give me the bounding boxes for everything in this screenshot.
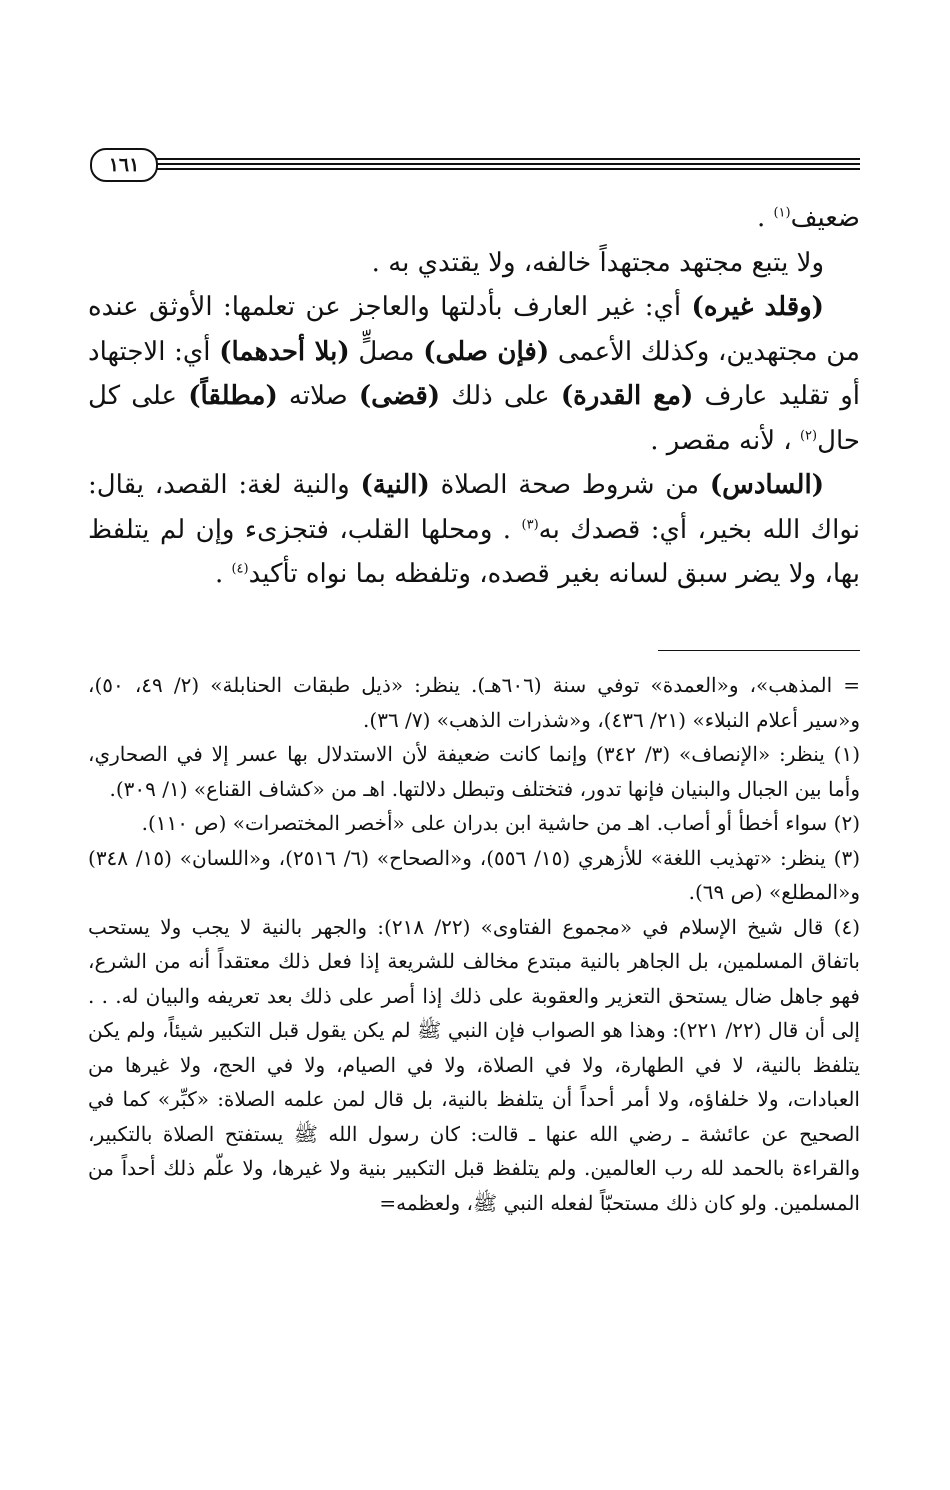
matn-term: (وقلد غيره) <box>691 292 824 322</box>
header-rule <box>142 158 860 160</box>
footnotes <box>88 668 860 1220</box>
footnote-ref[interactable]: (٣) <box>521 516 539 532</box>
footnote: (٣) ينظر: «تهذيب اللغة» للأزهري (١٥/ ٥٥٦)، و«الصحاح» (٦/ ٢٥١٦)، و«اللسان» (١٥/ ٣٤٨) و«المطلع» (ص ٦٩). <box>88 845 860 904</box>
paragraph: ضعيف$^{(١)}$ . <box>756 203 860 233</box>
main-text <box>88 196 860 597</box>
paragraph: ولا يتبع مجتهد مجتهداً خالفه، ولا يقتدي به . <box>371 247 824 278</box>
footnote: (٤) قال شيخ الإسلام في «مجموع الفتاوى» (٢٢/ ٢١٨): والجهر بالنية لا يجب ولا يستحب باتفاق المسلمين، بل الجاهر بالنية مبتدع مخالف للشريعة إذا فعل ذلك معتقداً أنه من الشرع، فهو جاهل ضال يستحق التعزير والعقوبة على ذلك إذا أصر على ذلك بعد تعريفه والبيان له. . . إلى أن قال (٢٢/ ٢٢١): وهذا هو الصواب فإن النبي ﷺ لم يكن يقول قبل التكبير شيئاً، ولم يكن يتلفظ بالنية، لا في الطهارة، ولا في الصلاة، ولا في الصيام، ولا في الحج، ولا غيرها من العبادات، ولا خلفاؤه، ولا أمر أحداً أن يتلفظ بالنية، بل قال لمن علمه الصلاة: «كبِّر» كما في الصحيح عن عائشة ـ رضي الله عنها ـ قالت: كان رسول الله ﷺ يستفتح الصلاة بالتكبير، والقراءة بالحمد لله رب العالمين. ولم يتلفظ قبل التكبير بنية ولا غيرها، ولا علّم ذلك أحداً من المسلمين. ولو كان ذلك مستحبّاً لفعله النبي ﷺ، ولعظمه= <box>88 914 860 1215</box>
footnote-ref[interactable]: (٢) <box>799 427 818 443</box>
matn-term: (النية) <box>360 470 430 500</box>
paragraph: (وقلد غيره) أي: غير العارف بأدلتها والعاجز عن تعلمها: الأوثق عنده من مجتهدين، وكذلك الأعمى (فإن صلى) مصلٍّ (بلا أحدهما) أي: الاجتهاد أو تقليد عارف (مع القدرة) على ذلك (قضى) صلاته (مطلقاً) على كل حال$^{(٢)}$ ، لأنه مقصر . <box>88 292 861 456</box>
matn-term: (بلا أحدهما) <box>219 336 350 367</box>
footnote-ref[interactable]: (٤) <box>231 561 249 577</box>
footnote: (١) ينظر: «الإنصاف» (٣/ ٣٤٢) وإنما كانت ضعيفة لأن الاستدلال بها عسر إلا في الصحاري، وأما بين الجبال والبنيان فإنها تدور، فتختلف وتبطل دلالتها. اهـ من «كشاف القناع» (١/ ٣٠٩). <box>88 742 860 801</box>
page-number: ١٦١ <box>90 148 158 182</box>
paragraph: (السادس) من شروط صحة الصلاة (النية) والنية لغة: القصد، يقال: نواك الله بخير، أي: قصدك به$^{(٣)}$ . ومحلها القلب، فتجزىء وإن لم يتلفظ بها، ولا يضر سبق لسانه بغير قصده، وتلفظه بما نواه تأكيد$^{(٤)}$ . <box>88 470 860 589</box>
matn-term: (فإن صلى) <box>423 336 550 367</box>
page-header <box>90 148 860 182</box>
footnote-separator <box>658 650 860 651</box>
header-rule <box>142 168 860 170</box>
footnote: = المذهب»، و«العمدة» توفي سنة (٦٠٦هـ). ينظر: «ذيل طبقات الحنابلة» (٢/ ٤٩، ٥٠)، و«سير أعلام النبلاء» (٢١/ ٤٣٦)، و«شذرات الذهب» (٧/ ٣٦). <box>88 673 860 732</box>
matn-term: (قضى) <box>358 381 441 411</box>
matn-term: (السادس) <box>709 470 824 500</box>
footnote: (٢) سواء أخطأ أو أصاب. اهـ من حاشية ابن بدران على «أخصر المختصرات» (ص ١١٠). <box>141 811 860 835</box>
matn-term: (مع القدرة) <box>560 381 694 411</box>
matn-term: (مطلقاً) <box>188 381 278 411</box>
footnote-ref[interactable]: (١) <box>773 205 791 221</box>
header-rule <box>142 163 860 165</box>
